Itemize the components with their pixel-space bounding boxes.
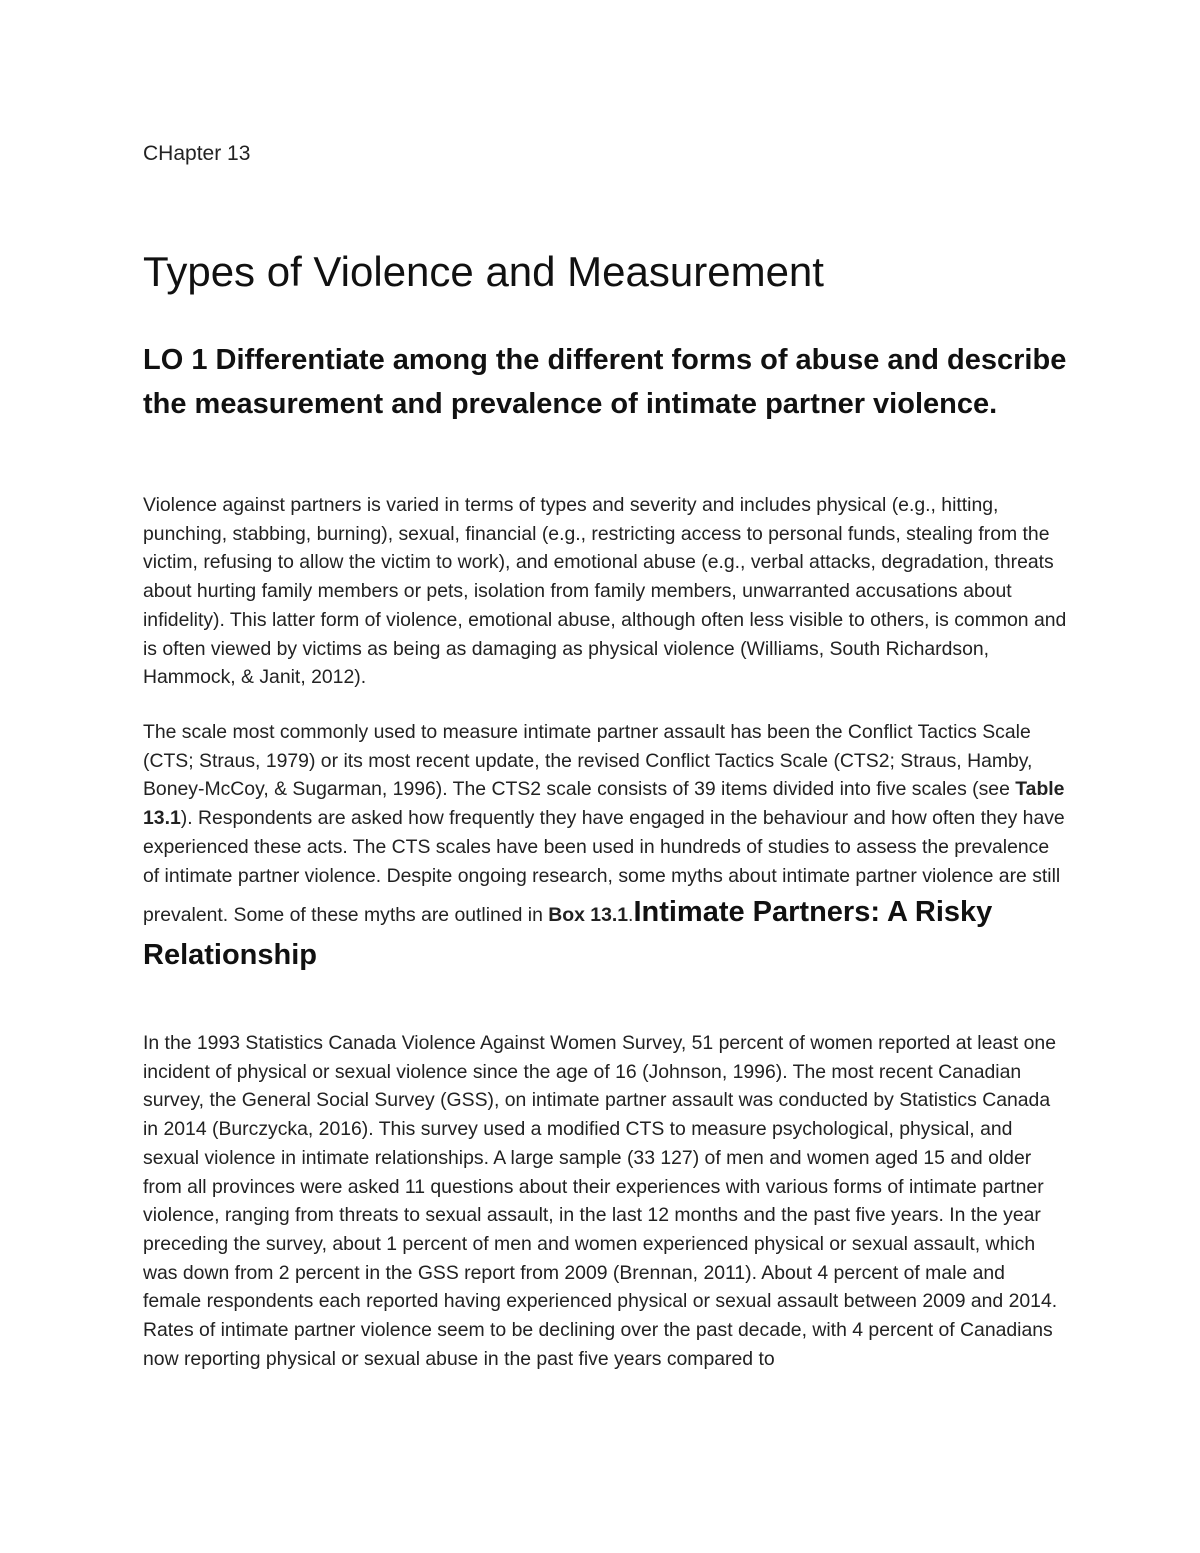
paragraph-text: ). Respondents are asked how frequently they have engaged in the behaviour and how often they have experienced these acts. The CTS scales have been used in hundreds of studies to assess the prevalence of intimate partner violence. Despite ongoing research, some myths about intimate partner violence are still: [143, 807, 1065, 887]
paragraph-text: The scale most commonly used to measure intimate partner assault has been the Conflict Tactics Scale (CTS; Straus, 1979) or its most recent update, the revised Conflict Tactics Scale (CTS2; Straus, Hamby, Boney-McCoy, & Sugarman, 1996). The CTS2 scale consists of 39 items divided into five scales (see: [143, 721, 1033, 801]
paragraph-text: .: [628, 904, 634, 927]
table-reference: Table 13.1: [143, 778, 1065, 830]
paragraph-text: prevalent. Some of these myths are outlined in: [143, 904, 549, 927]
learning-objective-heading: LO 1 Differentiate among the different forms of abuse and describe the measurement and prevalence of intimate partner violence.: [143, 344, 1067, 420]
paragraph-violence-types: Violence against partners is varied in terms of types and severity and includes physical (e.g., hitting, punching, stabbing, burning), sexual, financial (e.g., restricting access to personal funds, stealing from the victim, refusing to allow the victim to work), and emotional abuse (e.g., verbal attacks, degradation, threats about hurting family members or pets, isolation from family members, unwarranted accusations about infidelity). This latter form of violence, emotional abuse, although often less visible to others, is common and is often viewed by victims as being as damaging as physical violence (Williams, South Richardson, Hammock, & Janit, 2012).: [143, 494, 1067, 689]
section-heading-intimate-partners: Intimate Partners: A Risky Relationship: [143, 896, 993, 972]
paragraph-conflict-tactics-scale: [143, 718, 1068, 978]
paragraph-statistics-canada-survey: In the 1993 Statistics Canada Violence Against Women Survey, 51 percent of women reported at least one incident of physical or sexual violence since the age of 16 (Johnson, 1996). The most recent Canadian survey, the General Social Survey (GSS), on intimate partner assault was conducted by Statistics Canada in 2014 (Burczycka, 2016). This survey used a modified CTS to measure psychological, physical, and sexual violence in intimate relationships. A large sample (33 127) of men and women aged 15 and older from all provinces were asked 11 questions about their experiences with various forms of intimate partner violence, ranging from threats to sexual assault, in the last 12 months and the past five years. In the year preceding the survey, about 1 percent of men and women experienced physical or sexual assault, which was down from 2 percent in the GSS report from 2009 (Brennan, 2011). About 4 percent of male and female respondents each reported having experienced physical or sexual assault between 2009 and 2014. Rates of intimate partner violence seem to be declining over the past decade, with 4 percent of Canadians now reporting physical or sexual abuse in the past five years compared to: [143, 1032, 1058, 1370]
chapter-label: CHapter 13: [143, 142, 251, 165]
box-reference: Box 13.1: [548, 904, 629, 927]
page-title: Types of Violence and Measurement: [143, 248, 824, 295]
